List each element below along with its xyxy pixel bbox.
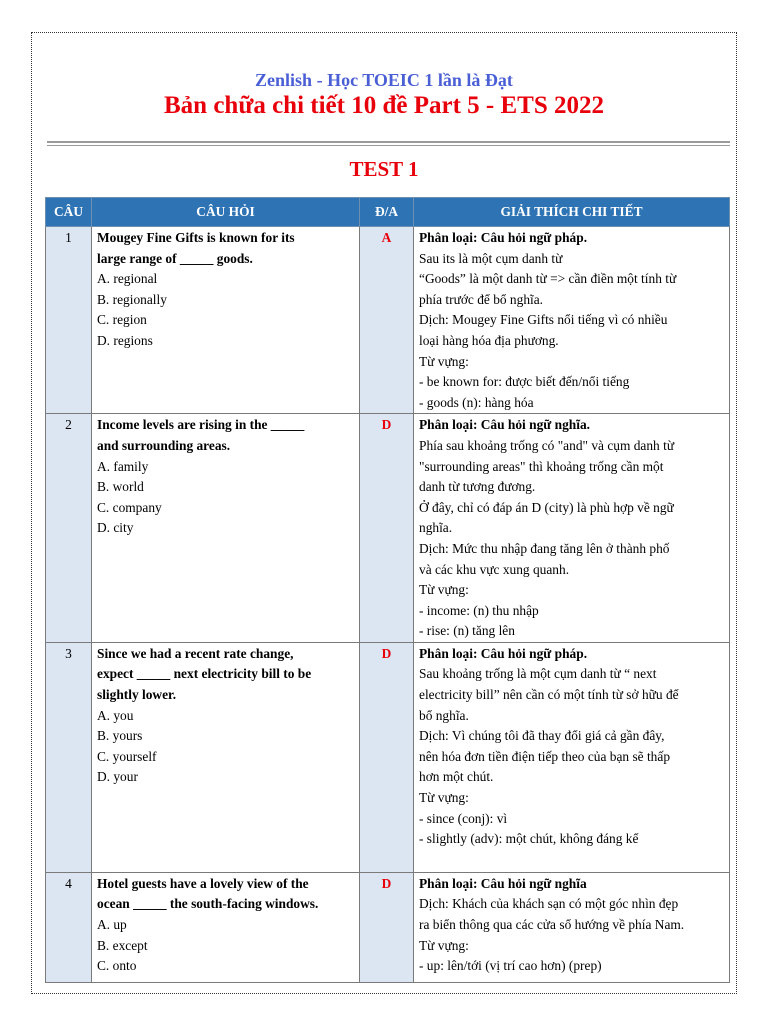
brand-heading: Zenlish - Học TOEIC 1 lần là Đạt: [255, 70, 513, 90]
correct-answer: A: [360, 227, 414, 414]
correct-answer: D: [360, 872, 414, 982]
explanation-line: Ở đây, chỉ có đáp án D (city) là phù hợp về ngữ: [419, 499, 674, 515]
explanation-line: - up: lên/tới (vị trí cao hơn) (prep): [419, 958, 602, 974]
column-header-number: CÂU: [46, 198, 92, 227]
answer-option: C. yourself: [97, 748, 157, 764]
explanation-line: Sau its là một cụm danh từ: [419, 250, 563, 266]
explanation-type: Phân loại: Câu hỏi ngữ nghĩa.: [419, 417, 591, 433]
explanation-line: Từ vựng:: [419, 582, 469, 598]
explanation-line: Từ vựng:: [419, 353, 469, 369]
explanation-line: Phía sau khoảng trống có "and" và cụm danh từ: [419, 437, 675, 453]
question-text: slightly lower.: [97, 687, 177, 703]
explanation-line: nghĩa.: [419, 520, 453, 536]
question-text: Hotel guests have a lovely view of the: [97, 875, 309, 891]
question-text: ocean _____ the south-facing windows.: [97, 896, 319, 912]
explanation-line: “Goods” là một danh từ => cần điền một tính từ: [419, 271, 677, 287]
explanation-cell: [414, 227, 730, 414]
explanation-line: - be known for: được biết đến/nổi tiếng: [419, 374, 630, 390]
explanation-line: bổ nghĩa.: [419, 707, 469, 723]
table-row: [46, 227, 730, 414]
answer-option: C. onto: [97, 958, 137, 974]
answer-option: B. yours: [97, 728, 143, 744]
answer-option: D. regions: [97, 332, 153, 348]
question-text: expect _____ next electricity bill to be: [97, 666, 312, 682]
explanation-line: electricity bill” nên cần có một tính từ sở hữu để: [419, 687, 679, 703]
answer-option: A. regional: [97, 271, 158, 287]
answer-option: A. family: [97, 458, 149, 474]
question-text: Mougey Fine Gifts is known for its: [97, 230, 295, 245]
explanation-line: loại hàng hóa địa phương.: [419, 332, 559, 348]
test-label: TEST 1: [349, 157, 419, 181]
table-row: [46, 642, 730, 872]
explanation-line: "surrounding areas" thì khoảng trống cần một: [419, 458, 664, 474]
column-header-question: CÂU HỎI: [92, 198, 360, 227]
question-number: 1: [46, 227, 92, 414]
explanation-type: Phân loại: Câu hỏi ngữ pháp.: [419, 230, 588, 245]
answer-option: B. regionally: [97, 291, 167, 307]
explanation-line: danh từ tương đương.: [419, 479, 536, 495]
question-cell: [92, 414, 360, 643]
explanation-type: Phân loại: Câu hỏi ngữ pháp.: [419, 645, 588, 661]
table-row: [46, 414, 730, 643]
divider: [47, 141, 730, 143]
question-cell: [92, 227, 360, 414]
explanation-line: ra biển thông qua các cửa sổ hướng về phía Nam.: [419, 917, 685, 933]
explanation-cell: [414, 414, 730, 643]
explanation-line: nên hóa đơn tiền điện tiếp theo của bạn sẽ thấp: [419, 748, 671, 764]
answer-option: C. company: [97, 499, 162, 515]
explanation-line: Từ vựng:: [419, 937, 469, 953]
explanation-line: - since (conj): vì: [419, 810, 508, 826]
explanation-line: Dịch: Khách của khách sạn có một góc nhìn đẹp: [419, 896, 679, 912]
explanation-line: và các khu vực xung quanh.: [419, 561, 570, 577]
question-cell: [92, 872, 360, 982]
question-text: Income levels are rising in the _____: [97, 417, 305, 433]
explanation-line: - slightly (adv): một chút, không đáng kể: [419, 831, 639, 847]
question-text: and surrounding areas.: [97, 437, 231, 453]
explanation-line: - rise: (n) tăng lên: [419, 623, 515, 639]
explanation-line: hơn một chút.: [419, 769, 494, 785]
document-title: Bản chữa chi tiết 10 đề Part 5 - ETS 2022: [164, 92, 604, 119]
correct-answer: D: [360, 414, 414, 643]
column-header-explanation: GIẢI THÍCH CHI TIẾT: [414, 198, 730, 227]
explanation-cell: [414, 872, 730, 982]
answer-option: D. your: [97, 769, 138, 785]
answer-option: B. except: [97, 937, 148, 953]
correct-answer: D: [360, 642, 414, 872]
table-row: [46, 872, 730, 982]
question-cell: [92, 642, 360, 872]
explanation-line: - goods (n): hàng hóa: [419, 394, 534, 410]
table-header-row: [46, 198, 730, 227]
explanation-line: phía trước để bổ nghĩa.: [419, 291, 544, 307]
answer-option: B. world: [97, 479, 144, 495]
question-number: 2: [46, 414, 92, 643]
explanation-line: Dịch: Mức thu nhập đang tăng lên ở thành phố: [419, 540, 670, 556]
explanation-line: Dịch: Mougey Fine Gifts nổi tiếng vì có nhiều: [419, 312, 668, 328]
answer-option: D. city: [97, 520, 134, 536]
answer-option: A. you: [97, 707, 134, 723]
question-text: Since we had a recent rate change,: [97, 645, 294, 661]
answer-table: [45, 197, 730, 983]
explanation-line: Từ vựng:: [419, 790, 469, 806]
answer-option: C. region: [97, 312, 147, 328]
explanation-cell: [414, 642, 730, 872]
divider: [47, 145, 730, 146]
explanation-line: Dịch: Vì chúng tôi đã thay đổi giá cả gần đây,: [419, 728, 665, 744]
answer-option: A. up: [97, 917, 127, 933]
column-header-answer: Đ/A: [360, 198, 414, 227]
explanation-line: - income: (n) thu nhập: [419, 602, 539, 618]
explanation-type: Phân loại: Câu hỏi ngữ nghĩa: [419, 875, 587, 891]
question-text: large range of _____ goods.: [97, 250, 253, 266]
question-number: 3: [46, 642, 92, 872]
question-number: 4: [46, 872, 92, 982]
explanation-line: Sau khoảng trống là một cụm danh từ “ next: [419, 666, 657, 682]
